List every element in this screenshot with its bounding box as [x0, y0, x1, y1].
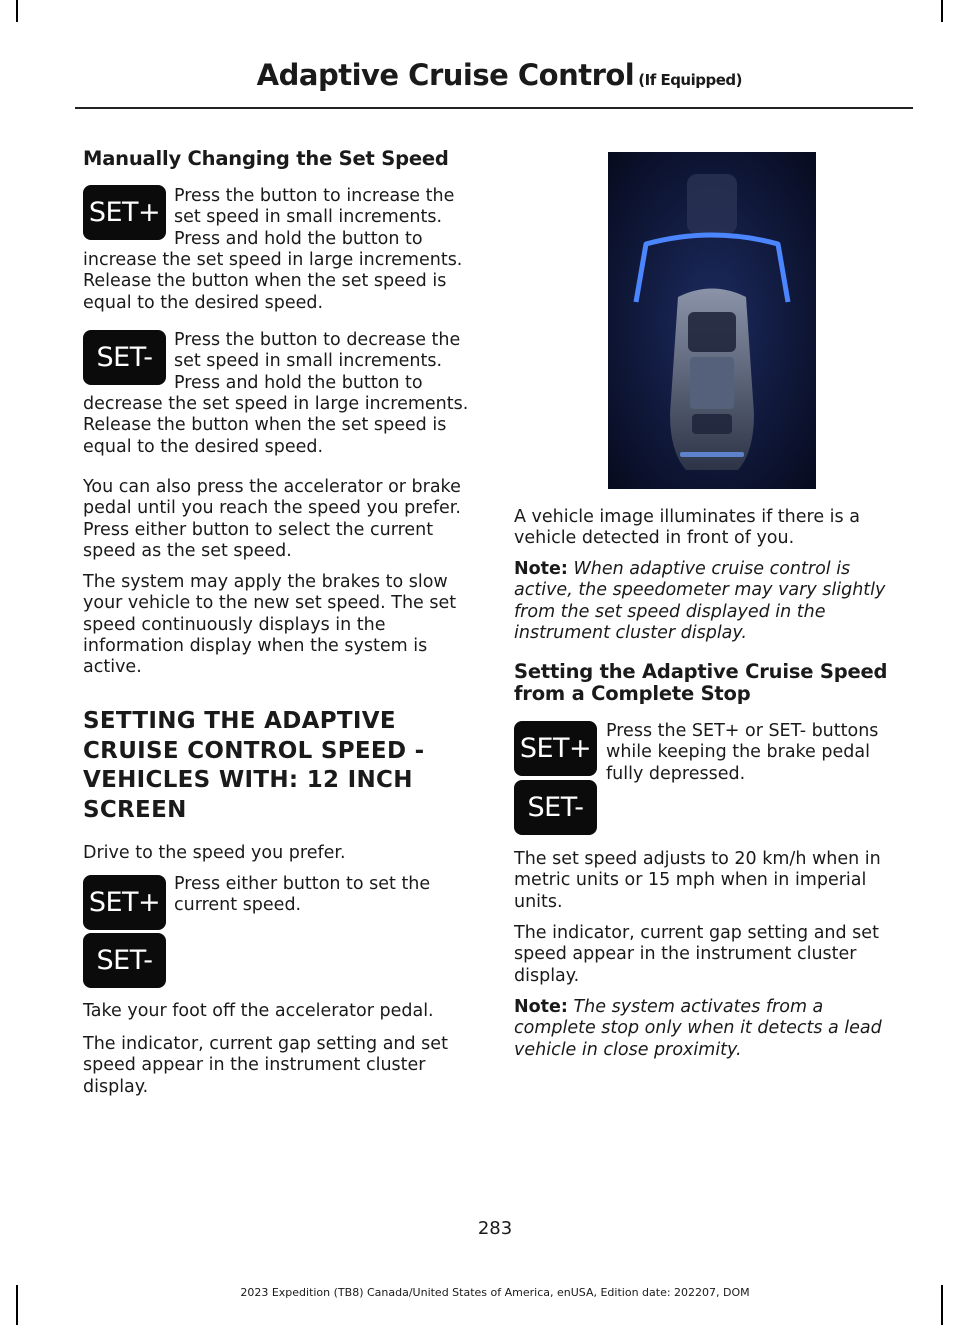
para-press-buttons: Press the SET+ or SET- buttons while keeping the brake pedal fully depressed. [606, 721, 879, 784]
heading-setting-section: SETTING THE ADAPTIVE CRUISE CONTROL SPEED - VEHICLES WITH: 12 INCH SCREEN [83, 708, 425, 823]
para-adjust: The set speed adjusts to 20 km/h when in metric units or 15 mph when in imperial units. [514, 849, 881, 912]
para-either: Press either button to set the current speed. [174, 874, 431, 916]
vehicle-detected-illustration [608, 152, 816, 489]
set-minus-button-icon-3: SET- [514, 780, 597, 835]
para-brakes: The system may apply the brakes to slow your vehicle to the new set speed. The set speed continuously displays in the information display when the system is active. [83, 572, 457, 678]
para-pedal: You can also press the accelerator or brake pedal until you reach the speed you prefer. Press either button to select the current speed as the set speed. [83, 477, 461, 561]
set-plus-button-icon: SET+ [83, 185, 166, 240]
note-label-2: Note: [514, 997, 568, 1017]
page-number: 283 [477, 1218, 513, 1239]
para-indicator-right: The indicator, current gap setting and set speed appear in the instrument cluster display. [514, 923, 879, 986]
crop-mark-top-right [941, 0, 943, 22]
heading-manually-changing: Manually Changing the Set Speed [83, 147, 449, 170]
set-plus-button-icon-2: SET+ [83, 875, 166, 930]
para-indicator-left: The indicator, current gap setting and set speed appear in the instrument cluster display. [83, 1034, 448, 1097]
set-minus-desc-b: decrease the set speed in large increments. Release the button when the set speed is equal to the desired speed. [83, 394, 469, 457]
page-header-title [257, 58, 742, 92]
set-plus-desc-a: Press the button to increase the set speed in small increments. Press and hold the button to [174, 186, 455, 249]
vehicle-illustration-svg [608, 152, 816, 489]
set-minus-button-icon-2: SET- [83, 933, 166, 988]
note-label-1: Note: [514, 559, 568, 579]
header-title-suffix: (If Equipped) [638, 71, 742, 89]
crop-mark-top-left [16, 0, 18, 22]
caption-vehicle: A vehicle image illuminates if there is a vehicle detected in front of you. [514, 507, 860, 549]
edition-footer: 2023 Expedition (TB8) Canada/United States of America, enUSA, Edition date: 202207, DOM [240, 1286, 750, 1299]
vehicle-roof-icon [690, 357, 734, 409]
vehicle-windshield-icon [688, 312, 736, 352]
para-foot: Take your foot off the accelerator pedal. [83, 1001, 434, 1021]
note-text-2: The system activates from a complete stop only when it detects a lead vehicle in close proximity. [514, 997, 882, 1060]
note-text-1: When adaptive cruise control is active, the speedometer may vary slightly from the set speed displayed in the instrument cluster display. [514, 559, 886, 643]
vehicle-rear-window-icon [692, 414, 732, 434]
note-speedometer [514, 559, 910, 644]
lead-vehicle-icon [687, 174, 737, 234]
header-title-main: Adaptive Cruise Control [256, 58, 635, 92]
heading-complete-stop: Setting the Adaptive Cruise Speed from a Complete Stop [514, 660, 888, 705]
vehicle-taillight-icon [680, 452, 744, 457]
set-plus-button-icon-3: SET+ [514, 721, 597, 776]
set-minus-desc-a: Press the button to decrease the set speed in small increments. Press and hold the button to [174, 330, 461, 393]
note-complete-stop [514, 997, 910, 1061]
set-minus-button-icon: SET- [83, 330, 166, 385]
set-plus-desc-b: increase the set speed in large increments. Release the button when the set speed is equal to the desired speed. [83, 250, 463, 313]
para-drive: Drive to the speed you prefer. [83, 843, 346, 863]
header-rule [75, 107, 913, 109]
